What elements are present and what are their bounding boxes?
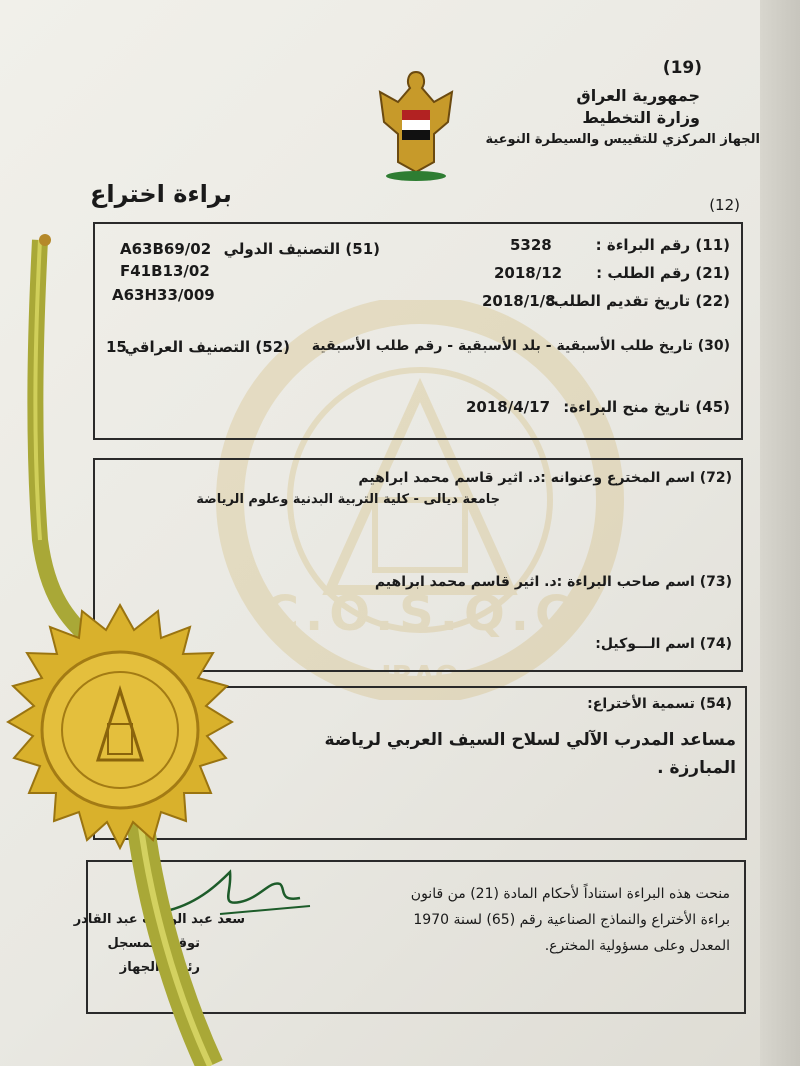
iraq-eagle-emblem-icon xyxy=(368,62,464,182)
gold-seal-icon xyxy=(0,600,250,860)
invention-name-line1: مساعد المدرب الآلي لسلاح السيف العربي لرياضة xyxy=(324,730,736,750)
field-12: (12) xyxy=(709,196,740,214)
law-line-3: المعدل وعلى مسؤولية المخترع. xyxy=(544,938,730,954)
watermark-text: C.O.S.Q.C xyxy=(263,586,577,642)
field-51-value-3: A63H33/009 xyxy=(112,286,215,304)
field-21-value: 2018/12 xyxy=(494,264,563,282)
field-51-value-2: F41B13/02 xyxy=(120,262,210,280)
agency-name: الجهاز المركزي للتقييس والسيطرة النوعية xyxy=(485,132,760,147)
field-19: (19) xyxy=(662,58,702,78)
ministry-name: وزارة التخطيط xyxy=(582,108,700,127)
field-45-label: (45) تاريخ منح البراءة: xyxy=(563,398,730,416)
invention-name-line2: المبارزة . xyxy=(657,758,736,778)
field-73-owner: (73) اسم صاحب البراءة :د. اثير قاسم محمد ابراهيم xyxy=(374,574,732,590)
paper-edge xyxy=(760,0,800,1066)
watermark-sub: IRAQ xyxy=(381,659,459,692)
field-30-label: (30) تاريخ طلب الأسبقية - بلد الأسبقية - رقم طلب الأسبقية xyxy=(311,338,730,354)
field-72-inventor: (72) اسم المخترع وعنوانه :د. اثير قاسم محمد ابراهيم xyxy=(358,470,732,486)
field-22-label: (22) تاريخ تقديم الطلب: xyxy=(547,292,730,310)
field-51-value-1: A63B69/02 xyxy=(120,240,212,258)
field-51-label: (51) التصنيف الدولي xyxy=(223,240,380,258)
page-title: براءة اختراع xyxy=(90,180,232,208)
field-45-value: 2018/4/17 xyxy=(466,398,551,416)
field-22-value: 2018/1/8 xyxy=(482,292,556,310)
law-line-2: براءة الأختراع والنماذج الصناعية رقم (65) لسنة 1970 xyxy=(413,912,730,928)
field-21-label: (21) رقم الطلب : xyxy=(596,264,730,282)
law-line-1: منحت هذه البراءة استناداً لأحكام المادة (21) من قانون xyxy=(410,886,730,902)
signatory-name: سعد عبد الوهاب عبد القادر xyxy=(73,912,245,927)
field-52-label: (52) التصنيف العراقي xyxy=(124,338,290,356)
field-54-label: (54) تسمية الأختراع: xyxy=(587,696,732,712)
field-72-address: جامعة ديالى - كلية التربية البدنية وعلوم الرياضة xyxy=(196,492,500,507)
field-52-value: 15 xyxy=(106,338,127,356)
signatory-role-1: توقيع المسجل xyxy=(107,936,200,951)
signatory-role-2: رئيس الجهاز xyxy=(119,960,200,975)
republic-name: جمهورية العراق xyxy=(576,86,700,105)
ribbon-icon xyxy=(0,0,260,1066)
field-11-label: (11) رقم البراءة : xyxy=(595,236,730,254)
field-11-value: 5328 xyxy=(510,236,552,254)
field-74-agent: (74) اسم الـــوكيل: xyxy=(595,636,732,652)
